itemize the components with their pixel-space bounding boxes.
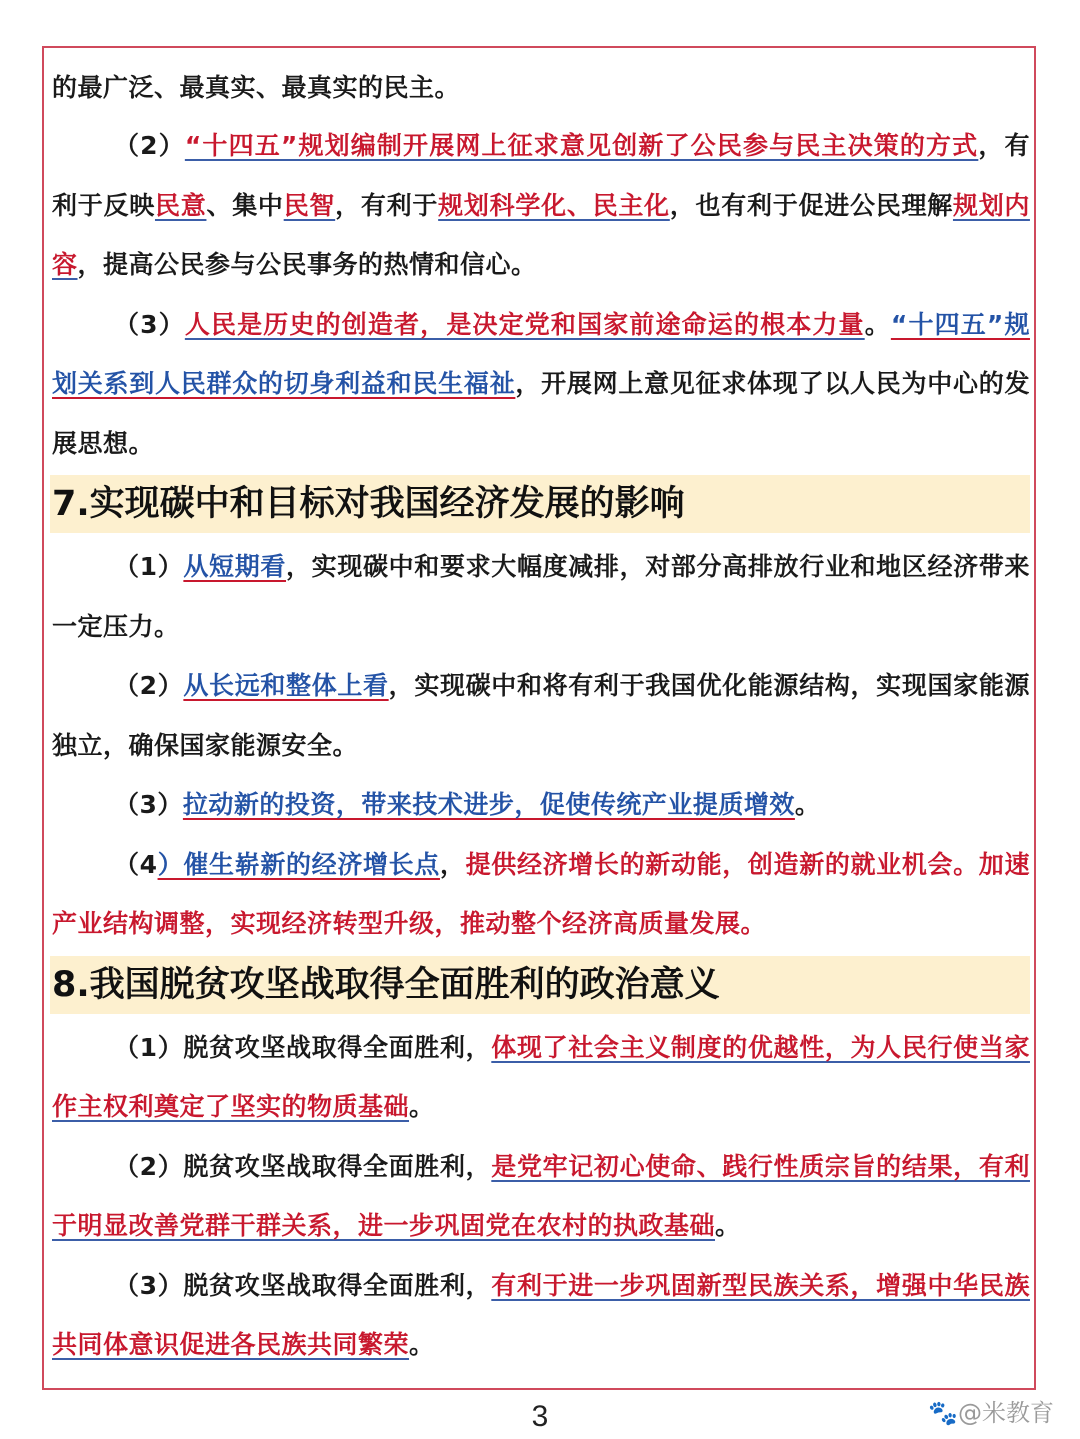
section-heading-8: 8.我国脱贫攻坚战取得全面胜利的政治意义 (50, 956, 1030, 1014)
paragraph-poverty-3: （3）脱贫攻坚战取得全面胜利，有利于进一步巩固新型民族关系，增强中华民族共同体意识促进各民族共同繁荣。 (52, 1270, 1030, 1359)
watermark-text: @米教育 (958, 1399, 1054, 1427)
paragraph-carbon-1: （1）从短期看，实现碳中和要求大幅度减排，对部分高排放行业和地区经济带来一定压力。 (52, 552, 1030, 641)
paragraph-continuation: 的最广泛、最真实、最真实的民主。 (52, 73, 461, 102)
paragraph-poverty-1: （1）脱贫攻坚战取得全面胜利，体现了社会主义制度的优越性，为人民行使当家作主权利奠定了坚实的物质基础。 (52, 1032, 1030, 1121)
paragraph-democracy-2: （2）“十四五”规划编制开展网上征求意见创新了公民参与民主决策的方式，有利于反映民意、集中民智，有利于规划科学化、民主化，也有利于促进公民理解规划内容，提高公民参与公民事务的热情和信心。 (52, 131, 1030, 279)
paragraph-democracy-3: （3）人民是历史的创造者，是决定党和国家前途命运的根本力量。“十四五”规划关系到人民群众的切身利益和民生福祉，开展网上意见征求体现了以人民为中心的发展思想。 (52, 309, 1030, 458)
paragraph-carbon-3: （3）拉动新的投资，带来技术进步，促使传统产业提质增效。 (114, 790, 821, 819)
paragraph-carbon-4: （4）催生崭新的经济增长点，提供经济增长的新动能，创造新的就业机会。加速产业结构调整，实现经济转型升级，推动整个经济高质量发展。 (52, 849, 1030, 938)
paw-icon: 🐾 (928, 1399, 958, 1427)
section-heading-7: 7.实现碳中和目标对我国经济发展的影响 (50, 475, 1030, 533)
paragraph-poverty-2: （2）脱贫攻坚战取得全面胜利，是党牢记初心使命、践行性质宗旨的结果，有利于明显改善党群干群关系，进一步巩固党在农村的执政基础。 (52, 1151, 1030, 1240)
watermark (928, 1393, 1054, 1428)
document-body (52, 60, 1030, 1375)
paragraph-carbon-2: （2）从长远和整体上看，实现碳中和将有利于我国优化能源结构，实现国家能源独立，确保国家能源安全。 (52, 671, 1030, 760)
page-number: 3 (531, 1400, 549, 1433)
